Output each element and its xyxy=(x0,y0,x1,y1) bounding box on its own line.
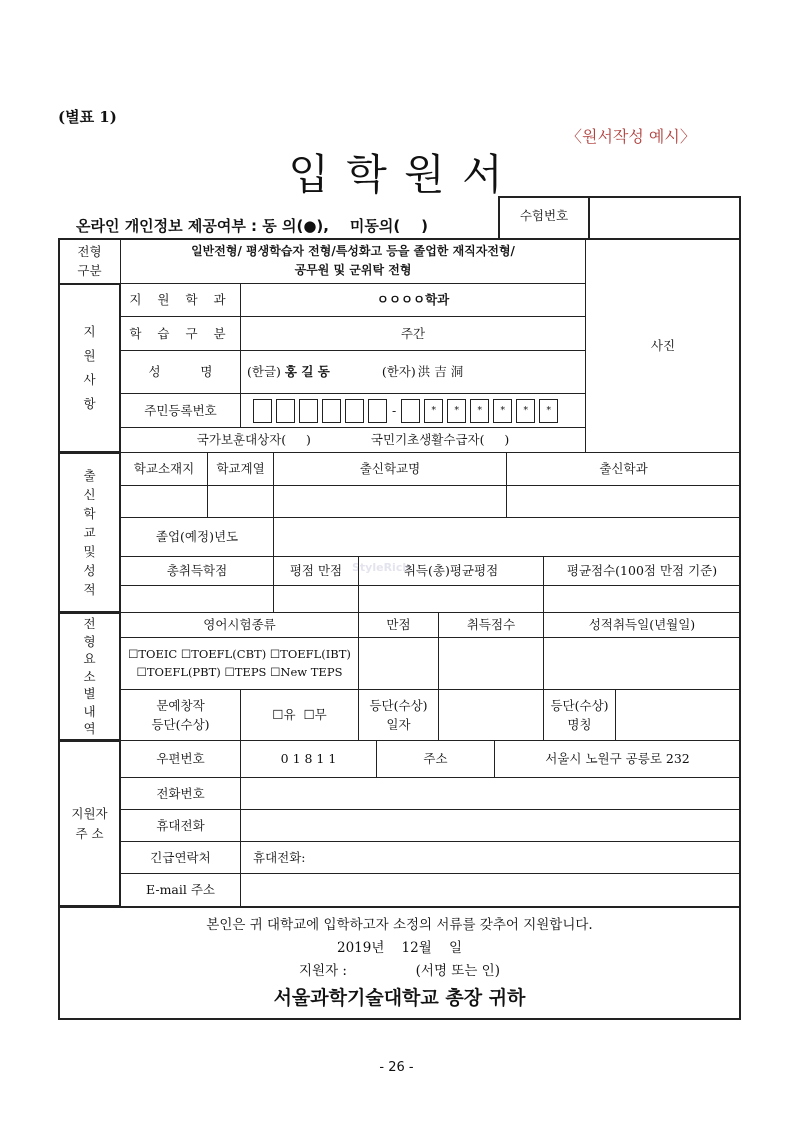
school-header: 학교소재지 xyxy=(120,452,208,486)
exam-number-field[interactable] xyxy=(588,196,741,240)
page-title: 입 학 원 서 xyxy=(288,150,505,199)
postal-code-value[interactable]: 0 1 8 1 1 xyxy=(240,740,377,778)
literary-label xyxy=(120,689,241,741)
digit-box[interactable] xyxy=(368,399,387,423)
yes-no-checkboxes[interactable]: ☐유 ☐무 xyxy=(240,689,359,741)
school-header: 학교계열 xyxy=(207,452,274,486)
factors-section-label xyxy=(58,612,121,741)
name-label: 성 명 xyxy=(120,350,241,394)
masked-digit: * xyxy=(470,399,489,423)
name-field[interactable] xyxy=(240,350,586,394)
award-name-1: 등단(수상) xyxy=(550,697,609,713)
photo-label: 사진 xyxy=(650,337,676,353)
max-score-field[interactable] xyxy=(358,637,439,690)
masked-digit: * xyxy=(516,399,535,423)
factors-header: 영어시험종류 xyxy=(120,612,359,638)
addressee: 서울과학기술대학교 총장 귀하 xyxy=(273,987,526,1009)
email-field[interactable] xyxy=(240,873,741,907)
masked-digit: * xyxy=(539,399,558,423)
school-section-text: 출신학교및성적 xyxy=(83,468,96,597)
phone-field[interactable] xyxy=(240,777,741,810)
score-100-field[interactable] xyxy=(543,585,741,613)
factors-header: 만점 xyxy=(358,612,439,638)
school-section-label xyxy=(58,452,121,613)
example-note: 〈원서작성 예시〉 xyxy=(566,127,696,146)
veteran-checkbox[interactable]: 국가보훈대상자( ) xyxy=(196,432,311,448)
study-type-label: 학 습 구 분 xyxy=(120,316,241,351)
address-section-label xyxy=(58,740,121,907)
resident-dash: - xyxy=(392,402,397,418)
emergency-label: 긴급연락처 xyxy=(120,841,241,874)
digit-box[interactable] xyxy=(322,399,341,423)
factors-header: 성적취득일(년월일) xyxy=(543,612,741,638)
name-hanja-label: (한자) xyxy=(381,364,416,380)
digit-box[interactable] xyxy=(276,399,295,423)
digit-box[interactable] xyxy=(401,399,420,423)
address-section-2: 주 소 xyxy=(75,825,104,841)
graduation-year-field[interactable] xyxy=(273,517,741,557)
grade-header: 취득(총)평균평점 xyxy=(358,556,544,586)
declaration-statement: 본인은 귀 대학교에 입학하고자 소정의 서류를 갖추어 지원합니다. xyxy=(206,917,593,933)
admission-type-label xyxy=(58,238,121,284)
admission-type-line1: 일반전형/ 평생학습자 전형/특성화고 등을 졸업한 재직자전형/ xyxy=(191,244,515,259)
photo-area[interactable] xyxy=(585,238,741,453)
admission-type-value xyxy=(120,238,586,284)
attachment-label: (별표 1) xyxy=(58,108,117,126)
department-value[interactable]: ㅇㅇㅇㅇ학과 xyxy=(240,283,586,317)
digit-box[interactable] xyxy=(299,399,318,423)
graduation-year-label: 졸업(예정)년도 xyxy=(120,517,274,557)
award-date-field[interactable] xyxy=(438,689,544,741)
basic-livelihood-checkbox[interactable]: 국민기초생활수급자( ) xyxy=(370,432,510,448)
admission-type-line2: 공무원 및 군위탁 전형 xyxy=(294,263,412,277)
address-label: 주소 xyxy=(376,740,495,778)
award-name-field[interactable] xyxy=(615,689,741,741)
award-name-2: 명칭 xyxy=(567,717,592,732)
masked-digit: * xyxy=(447,399,466,423)
factors-section-text: 전형요소별내역 xyxy=(83,616,96,737)
grade-header: 총취득학점 xyxy=(120,556,274,586)
emergency-field[interactable] xyxy=(240,841,741,874)
declaration-date: 2019년 12월 일 xyxy=(337,940,462,956)
application-section-label xyxy=(58,283,121,453)
page-number: - 26 - xyxy=(379,1060,414,1075)
english-test-line2[interactable]: ☐TOEFL(PBT) ☐TEPS ☐New TEPS xyxy=(136,664,343,679)
declaration-box xyxy=(58,906,741,1020)
digit-box[interactable] xyxy=(253,399,272,423)
factors-header: 취득점수 xyxy=(438,612,544,638)
school-location-field[interactable] xyxy=(120,485,208,518)
total-credits-field[interactable] xyxy=(120,585,274,613)
grade-header: 평균점수(100점 만점 기준) xyxy=(543,556,741,586)
literary-label-2: 등단(수상) xyxy=(151,717,210,732)
name-korean-value: 홍 길 동 xyxy=(284,364,330,380)
obtained-score-field[interactable] xyxy=(438,637,544,690)
application-section-text: 지원사항 xyxy=(83,324,96,411)
applicant-signature[interactable]: 지원자 : (서명 또는 인) xyxy=(299,963,500,979)
masked-digit: * xyxy=(424,399,443,423)
phone-label: 전화번호 xyxy=(120,777,241,810)
name-hanja-value: 洪 吉 洞 xyxy=(417,364,464,380)
award-date-2: 일자 xyxy=(386,717,411,732)
mobile-label: 휴대전화 xyxy=(120,809,241,842)
literary-label-1: 문예창작 xyxy=(156,697,205,713)
english-test-options[interactable] xyxy=(120,637,359,690)
masked-digit: * xyxy=(493,399,512,423)
school-major-field[interactable] xyxy=(506,485,741,518)
gpa-field[interactable] xyxy=(358,585,544,613)
school-name-field[interactable] xyxy=(273,485,507,518)
emergency-value: 휴대전화: xyxy=(253,849,306,865)
benefit-row xyxy=(120,427,586,453)
school-header: 출신학과 xyxy=(506,452,741,486)
name-korean-label: (한글) xyxy=(247,364,281,380)
address-section-1: 지원자 xyxy=(71,806,108,822)
mobile-field[interactable] xyxy=(240,809,741,842)
consent-text: 온라인 개인정보 제공여부 : 동 의(●), 미동의( ) xyxy=(76,217,428,235)
school-type-field[interactable] xyxy=(207,485,274,518)
digit-box[interactable] xyxy=(345,399,364,423)
resident-number-field[interactable] xyxy=(240,393,586,428)
watermark: StyleRich xyxy=(352,561,411,574)
school-header: 출신학교명 xyxy=(273,452,507,486)
award-date-1: 등단(수상) xyxy=(369,697,428,713)
resident-number-label: 주민등록번호 xyxy=(120,393,241,428)
gpa-scale-field[interactable] xyxy=(273,585,359,613)
exam-number-label: 수험번호 xyxy=(498,196,590,240)
grade-header: 평점 만점 xyxy=(273,556,359,586)
award-name-label xyxy=(543,689,616,741)
department-label: 지 원 학 과 xyxy=(120,283,241,317)
admission-type-label-text: 전형 구분 xyxy=(77,243,102,278)
address-value[interactable]: 서울시 노원구 공릉로 232 xyxy=(494,740,741,778)
english-test-line1[interactable]: ☐TOEIC ☐TOEFL(CBT) ☐TOEFL(IBT) xyxy=(128,646,351,661)
postal-code-label: 우편번호 xyxy=(120,740,241,778)
email-label: E-mail 주소 xyxy=(120,873,241,907)
award-date-label xyxy=(358,689,439,741)
study-type-value[interactable]: 주간 xyxy=(240,316,586,351)
score-date-field[interactable] xyxy=(543,637,741,690)
